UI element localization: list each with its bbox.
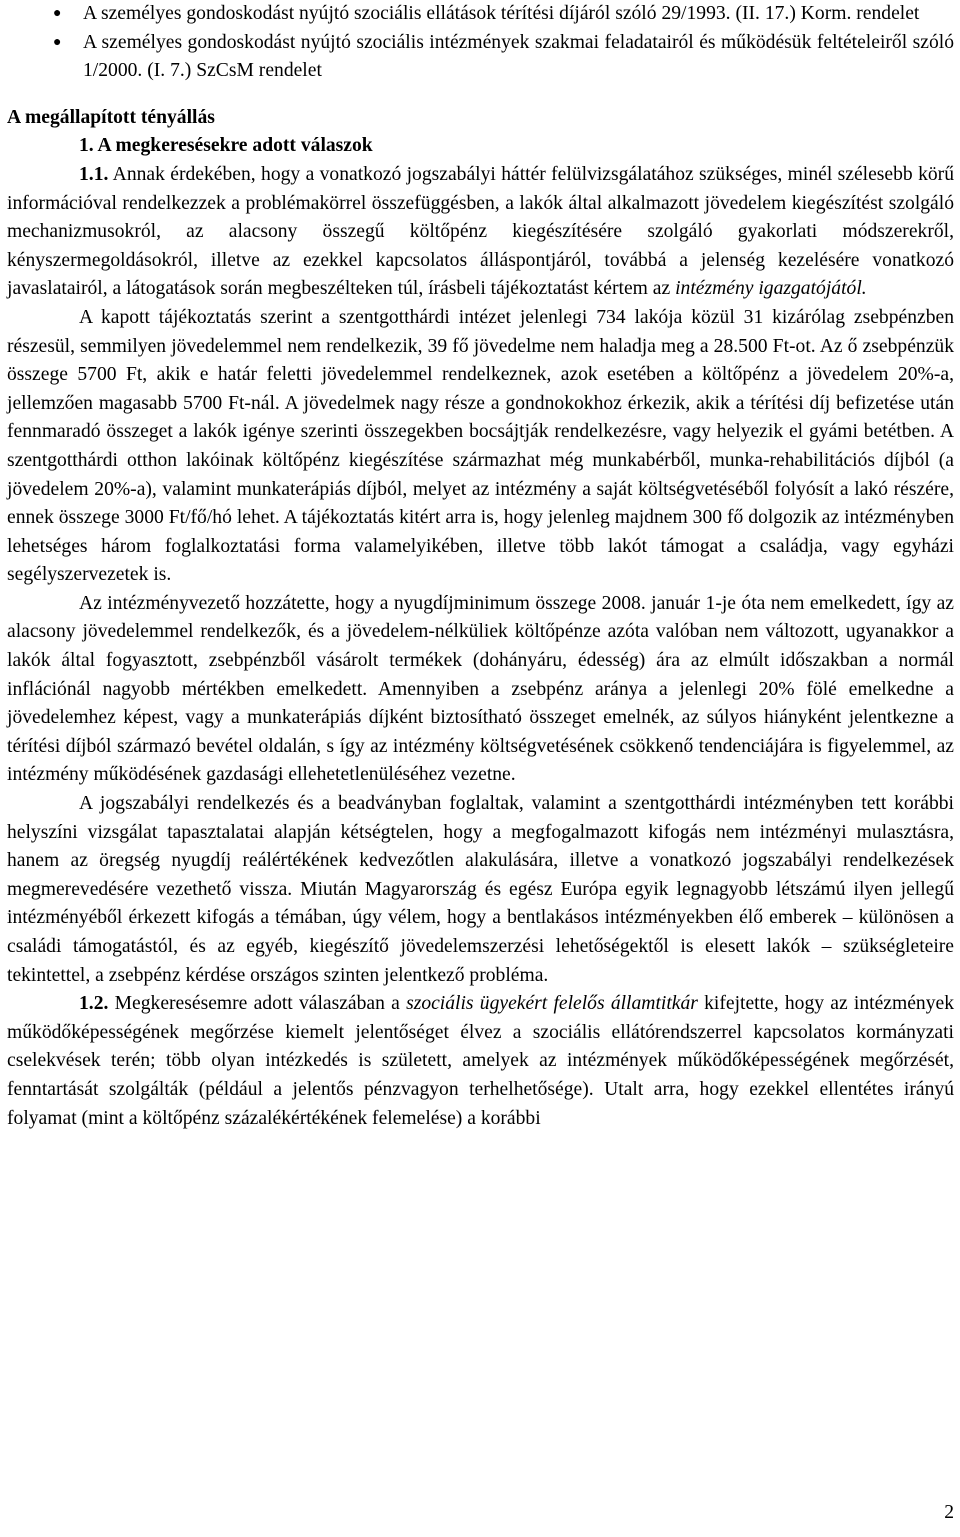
- italic-text: intézmény igazgatójától.: [675, 278, 867, 300]
- paragraph-4: A jogszabályi rendelkezés és a beadványban foglaltak, valamint a szentgotthárdi intézményben tett korábbi helyszíni vizsgálat tapasztalatai alapján kétségtelen, hogy a megfogalmazott kifogás nem intézményi mulasztásra, hanem az öregség nyugdíj reálértékének kedvezőtlen alakulására, illetve a vonatkozó jogszabályi rendelkezések megmerevedésére vezethető vissza. Miután Magyarország és egész Európa egyik legnagyobb létszámú ilyen jellegű intézményéből érkezett kifogás a témában, úgy vélem, hogy a bentlakásos intézményekben élő emberek – különösen a családi támogatástól, és az egyéb, kiegészítő jövedelemszerzési lehetőségektől is elesett lakók – szükségleteire tekintettel, a zsebpénz kérdése országos szinten jelentkező probléma.: [7, 793, 954, 986]
- paragraph-1-2: [7, 990, 954, 1133]
- paragraph-number: 1.2.: [79, 993, 109, 1015]
- document-page: [7, 0, 954, 1133]
- paragraph-text: Megkeresésemre adott válaszában a: [108, 993, 407, 1015]
- paragraph-number: 1.1.: [79, 163, 109, 185]
- paragraph-text: kifejtette, hogy az intézmények működőképességének megőrzése kiemelt jelentőséget élvez a szociális ellátórendszerrel kapcsolatos kormányzati cselekvések terén; több olyan intézkedés is született, amelyek az intézmények működőképességének megőrzését, fenntartását szolgálták (például a jelentős pénzvagyon terhelhetősége). Utalt arra, hogy ezekkel ellentétes irányú folyamat (mint a költőpénz százalékértékének felemelése) a korábbi: [7, 993, 955, 1129]
- paragraph-2: A kapott tájékoztatás szerint a szentgotthárdi intézet jelenlegi 734 lakója közül 31 kizárólag zsebpénzben részesül, semmilyen jövedelemmel nem rendelkezik, 39 fő jövedelme nem haladja meg a 28.500 Ft-ot. Az ő zsebpénzük összege 5700 Ft, akik e határ feletti jövedelemmel rendelkeznek, azok esetében a költőpénz a jövedelem 20%-a, jellemzően magasabb 5700 Ft-nál. A jövedelmek nagy része a gondnokokhoz érkezik, akik a térítési díj befizetése után fennmaradó összeget a lakók igénye szerinti összegekben bocsájtják rendelkezésre, vagy helyezik el gyámi betétben. A szentgotthárdi otthon lakóinak költőpénz kiegészítése származhat még munkabérből, munka-rehabilitációs díjból (a jövedelem 20%-a), valamint munkaterápiás díjból, melyet az intézmény a saját költségvetéséből folyósít a lakó részére, ennek összege 3000 Ft/fő/hó lehet. A tájékoztatás kitért arra is, hogy jelenleg majdnem 300 fő dolgozik az intézményben lehetséges három foglalkoztatási forma valamelyikében, illetve több lakót támogat a családja, vagy egyházi segélyszervezetek is.: [7, 306, 954, 586]
- reference-text: A személyes gondoskodást nyújtó szociális intézmények szakmai feladatairól és működésük feltételeiről szóló 1/2000. (I. 7.) SzCsM rendelet: [83, 31, 954, 82]
- italic-text: szociális ügyekért felelős államtitkár: [406, 993, 698, 1015]
- paragraph-text: Annak érdekében, hogy a vonatkozó jogszabályi háttér felülvizsgálatához szükséges, minél szélesebb körű információval rendelkezzek a problémakörrel összefüggésben, a lakók által alkalmazott jövedelem kiegészítést szolgáló mechanizmusokról, az alacsony összegű költőpénz kiegészítésére szolgáló gyakorlati módszerekről, kényszermegoldásokról, illetve az ezekkel kapcsolatos álláspontjáról, továbbá a jelenség kezelésére vonatkozó javaslatairól, a látogatások során megbeszélteken túl, írásbeli tájékoztatást kértem az: [7, 163, 954, 300]
- reference-list: [7, 0, 954, 86]
- filled-circle-bullet-icon: ●: [53, 34, 62, 50]
- list-item: [7, 0, 954, 29]
- list-item: [7, 29, 954, 86]
- paragraph-3: Az intézményvezető hozzátette, hogy a nyugdíjminimum összege 2008. január 1-je óta nem emelkedett, így az alacsony jövedelemmel rendelkezők, és a jövedelem-nélküliek költőpénze azóta valóban nem változott, ugyanakkor a lakók által fogyasztott, zsebpénzből vásárolt termékek (dohányáru, édesség) ára az elmúlt időszakban a normál inflációnál nagyobb mértékben emelkedett. Amennyiben a zsebpénz aránya a jelenlegi 20% fölé emelkedne a jövedelemhez képest, vagy a munkaterápiás díjként biztosítható összeget emelnék, az súlyos hiányként jelentkezne a térítési díjból származó bevétel oldalán, s így az intézmény költségvetésének csökkenő tendenciájára is figyelemmel, az intézmény működésének gazdasági ellehetetlenüléséhez vezetne.: [7, 592, 954, 786]
- reference-text: A személyes gondoskodást nyújtó szociális ellátások térítési díjáról szóló 29/1993. (II. 17.) Korm. rendelet: [83, 3, 920, 24]
- section-heading: A megállapított tényállás: [7, 106, 215, 128]
- page-number: 2: [944, 1502, 954, 1523]
- paragraph-1-1: [7, 161, 954, 304]
- filled-circle-bullet-icon: ●: [53, 6, 62, 21]
- subsection-heading: 1. A megkeresésekre adott válaszok: [79, 135, 373, 157]
